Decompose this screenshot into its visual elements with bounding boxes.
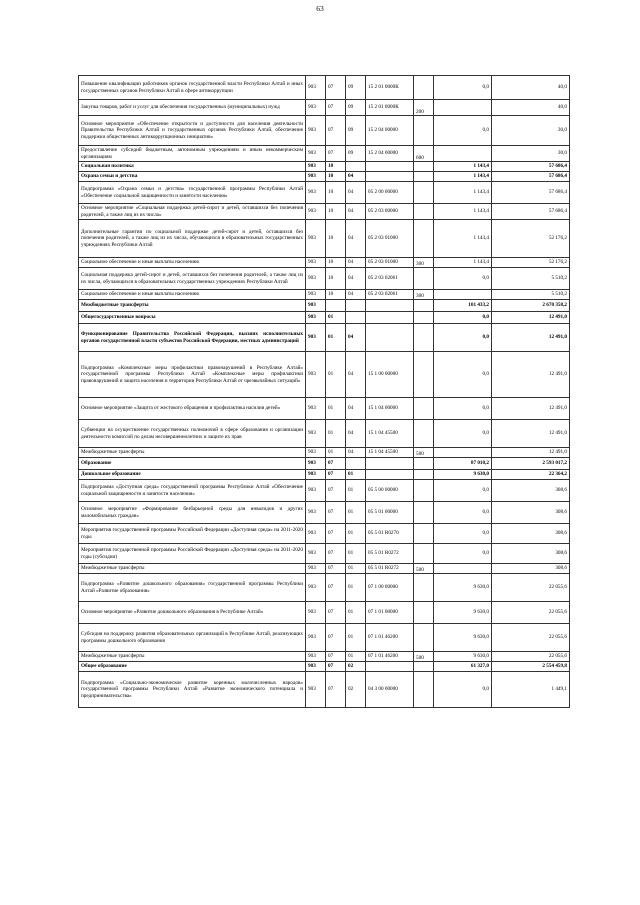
row-amount-2: 12 491,0 xyxy=(492,398,570,420)
row-subsection-code: 02 xyxy=(346,662,366,672)
row-name: Подпрограмма «Охрана семьи и детства» государственной программы Республики Алтай «Обеспечение социальной защищенности и занятости населения» xyxy=(79,182,306,204)
row-expense-type xyxy=(414,182,434,204)
table-row xyxy=(79,524,570,544)
row-expense-type xyxy=(414,162,434,172)
row-name: Охрана семьи и детства xyxy=(79,172,306,182)
row-admin-code: 903 xyxy=(306,458,326,470)
row-target-article: 05 2 03 02061 xyxy=(366,290,414,300)
budget-table-body xyxy=(79,76,570,708)
row-section-code: 07 xyxy=(326,564,346,574)
row-subsection-code: 04 xyxy=(346,352,366,398)
row-subsection-code: 04 xyxy=(346,220,366,258)
table-row xyxy=(79,116,570,146)
row-target-article xyxy=(366,662,414,672)
table-row xyxy=(79,502,570,524)
table-row xyxy=(79,448,570,458)
row-section-code: 07 xyxy=(326,602,346,624)
row-admin-code: 903 xyxy=(306,502,326,524)
row-expense-type xyxy=(414,398,434,420)
table-row xyxy=(79,470,570,480)
row-target-article: 05 5 01 R0272 xyxy=(366,544,414,564)
row-subsection-code: 01 xyxy=(346,502,366,524)
row-section-code: 10 xyxy=(326,204,346,220)
row-amount-1: 1 143,4 xyxy=(434,162,492,172)
table-row xyxy=(79,672,570,708)
row-amount-2: 52 176,2 xyxy=(492,258,570,268)
table-row xyxy=(79,162,570,172)
row-amount-1: 0,0 xyxy=(434,502,492,524)
table-row xyxy=(79,76,570,100)
row-section-code: 01 xyxy=(326,398,346,420)
row-section-code: 07 xyxy=(326,76,346,100)
row-name: Межбюджетные трансферты xyxy=(79,300,306,312)
row-subsection-code: 04 xyxy=(346,324,366,352)
row-subsection-code: 01 xyxy=(346,544,366,564)
row-subsection-code: 09 xyxy=(346,146,366,162)
row-subsection-code: 04 xyxy=(346,172,366,182)
row-amount-2: 22 055,6 xyxy=(492,602,570,624)
row-amount-1 xyxy=(434,564,492,574)
row-section-code xyxy=(326,300,346,312)
row-amount-2: 308,6 xyxy=(492,502,570,524)
row-amount-1: 0,0 xyxy=(434,524,492,544)
table-row xyxy=(79,204,570,220)
row-amount-2: 57 686,4 xyxy=(492,162,570,172)
row-admin-code: 903 xyxy=(306,290,326,300)
row-target-article xyxy=(366,458,414,470)
row-subsection-code xyxy=(346,162,366,172)
row-admin-code: 903 xyxy=(306,220,326,258)
row-name: Основное мероприятие «Формирование безбарьерной среды для инвалидов и других маломобильных граждан» xyxy=(79,502,306,524)
row-subsection-code xyxy=(346,312,366,324)
row-amount-1: 1 143,4 xyxy=(434,172,492,182)
row-section-code: 07 xyxy=(326,624,346,652)
row-admin-code: 903 xyxy=(306,182,326,204)
row-section-code: 10 xyxy=(326,290,346,300)
row-amount-1: 1 143,4 xyxy=(434,258,492,268)
row-amount-2: 5 510,2 xyxy=(492,290,570,300)
row-amount-1: 9 630,0 xyxy=(434,602,492,624)
row-section-code: 07 xyxy=(326,672,346,708)
row-subsection-code: 09 xyxy=(346,116,366,146)
row-target-article xyxy=(366,324,414,352)
row-expense-type xyxy=(414,470,434,480)
row-section-code: 07 xyxy=(326,652,346,662)
row-subsection-code: 09 xyxy=(346,76,366,100)
row-amount-2: 57 686,4 xyxy=(492,172,570,182)
row-target-article: 15 2 01 0000К xyxy=(366,76,414,100)
row-admin-code: 903 xyxy=(306,624,326,652)
row-target-article: 05 2 03 00000 xyxy=(366,204,414,220)
row-target-article: 15 1 04 00000 xyxy=(366,398,414,420)
row-amount-2: 2 554 459,8 xyxy=(492,662,570,672)
table-row xyxy=(79,624,570,652)
row-section-code: 01 xyxy=(326,448,346,458)
row-expense-type xyxy=(414,116,434,146)
row-amount-2: 5 510,2 xyxy=(492,268,570,290)
row-section-code: 10 xyxy=(326,268,346,290)
row-subsection-code: 09 xyxy=(346,100,366,116)
row-target-article: 15 2 04 00000 xyxy=(366,116,414,146)
row-expense-type xyxy=(414,502,434,524)
row-target-article: 05 2 03 02061 xyxy=(366,268,414,290)
row-amount-1: 9 630,0 xyxy=(434,624,492,652)
row-name: Общее образование xyxy=(79,662,306,672)
row-expense-type: 500 xyxy=(414,448,434,458)
row-name: Межбюджетные трансферты xyxy=(79,448,306,458)
row-subsection-code: 01 xyxy=(346,602,366,624)
row-subsection-code: 04 xyxy=(346,268,366,290)
row-section-code: 10 xyxy=(326,220,346,258)
row-subsection-code: 01 xyxy=(346,564,366,574)
row-target-article xyxy=(366,470,414,480)
table-row xyxy=(79,662,570,672)
row-section-code: 10 xyxy=(326,258,346,268)
row-expense-type xyxy=(414,220,434,258)
row-amount-2: 2 670 358,2 xyxy=(492,300,570,312)
table-row xyxy=(79,544,570,564)
row-subsection-code: 04 xyxy=(346,258,366,268)
row-subsection-code xyxy=(346,300,366,312)
row-admin-code: 903 xyxy=(306,204,326,220)
row-amount-1: 0,0 xyxy=(434,398,492,420)
row-section-code: 10 xyxy=(326,182,346,204)
table-row xyxy=(79,458,570,470)
row-admin-code: 903 xyxy=(306,300,326,312)
row-amount-2: 30,0 xyxy=(492,146,570,162)
budget-table xyxy=(78,75,570,708)
row-amount-1: 87 010,2 xyxy=(434,458,492,470)
row-expense-type xyxy=(414,204,434,220)
row-amount-2: 12 491,0 xyxy=(492,420,570,448)
row-subsection-code: 01 xyxy=(346,524,366,544)
row-name: Социальное обеспечение и иные выплаты населению xyxy=(79,258,306,268)
row-amount-2: 30,0 xyxy=(492,116,570,146)
row-amount-1 xyxy=(434,448,492,458)
row-amount-1: 0,0 xyxy=(434,76,492,100)
row-section-code: 07 xyxy=(326,524,346,544)
row-section-code: 10 xyxy=(326,162,346,172)
row-amount-1: 0,0 xyxy=(434,352,492,398)
table-row xyxy=(79,602,570,624)
row-amount-1: 1 143,4 xyxy=(434,182,492,204)
row-target-article: 05 2 03 01000 xyxy=(366,258,414,268)
table-row xyxy=(79,258,570,268)
row-subsection-code: 02 xyxy=(346,672,366,708)
row-amount-2: 308,6 xyxy=(492,480,570,502)
row-subsection-code: 01 xyxy=(346,574,366,602)
row-section-code: 01 xyxy=(326,352,346,398)
row-amount-1: 61 327,0 xyxy=(434,662,492,672)
row-name: Субсидия на поддержку развития образовательных организаций в Республике Алтай, реализующих программы дошкольного образования xyxy=(79,624,306,652)
row-expense-type xyxy=(414,524,434,544)
row-target-article: 07 1 01 00000 xyxy=(366,602,414,624)
row-amount-2: 1 449,1 xyxy=(492,672,570,708)
row-section-code: 07 xyxy=(326,502,346,524)
row-expense-type xyxy=(414,662,434,672)
row-name: Дополнительные гарантии по социальной поддержке детей-сирот и детей, оставшихся без попечения родителей, а также лиц из их числа, обучающихся в образовательных государственных учреждениях Республики Алтай xyxy=(79,220,306,258)
row-amount-2: 12 491,0 xyxy=(492,448,570,458)
row-amount-1: 0,0 xyxy=(434,268,492,290)
table-row xyxy=(79,290,570,300)
row-section-code: 07 xyxy=(326,480,346,502)
row-section-code: 07 xyxy=(326,458,346,470)
row-name: Дошкольное образование xyxy=(79,470,306,480)
row-admin-code: 903 xyxy=(306,352,326,398)
table-row xyxy=(79,220,570,258)
row-admin-code: 903 xyxy=(306,544,326,564)
row-name: Основное мероприятие «Социальная поддержка детей-сирот и детей, оставшихся без попечения родителей, а также лиц из их числа» xyxy=(79,204,306,220)
row-expense-type: 200 xyxy=(414,100,434,116)
row-admin-code: 903 xyxy=(306,448,326,458)
row-admin-code: 903 xyxy=(306,652,326,662)
row-target-article: 05 5 01 00000 xyxy=(366,502,414,524)
row-amount-2: 52 176,2 xyxy=(492,220,570,258)
table-row xyxy=(79,398,570,420)
row-admin-code: 903 xyxy=(306,574,326,602)
row-amount-1: 101 433,2 xyxy=(434,300,492,312)
row-admin-code: 903 xyxy=(306,116,326,146)
row-amount-1: 9 630,0 xyxy=(434,652,492,662)
row-expense-type xyxy=(414,544,434,564)
row-expense-type xyxy=(414,172,434,182)
row-expense-type: 300 xyxy=(414,290,434,300)
row-expense-type xyxy=(414,672,434,708)
row-amount-2: 12 491,0 xyxy=(492,352,570,398)
row-amount-1 xyxy=(434,290,492,300)
row-expense-type xyxy=(414,602,434,624)
row-amount-1 xyxy=(434,146,492,162)
table-row xyxy=(79,300,570,312)
row-expense-type: 500 xyxy=(414,652,434,662)
row-expense-type xyxy=(414,324,434,352)
row-target-article: 15 2 01 0000К xyxy=(366,100,414,116)
row-target-article xyxy=(366,312,414,324)
row-amount-2: 22 055,6 xyxy=(492,652,570,662)
row-section-code: 07 xyxy=(326,470,346,480)
row-section-code: 01 xyxy=(326,324,346,352)
row-expense-type xyxy=(414,420,434,448)
row-amount-1: 9 630,0 xyxy=(434,470,492,480)
row-admin-code: 903 xyxy=(306,398,326,420)
row-admin-code: 903 xyxy=(306,524,326,544)
row-amount-2: 22 364,2 xyxy=(492,470,570,480)
table-row xyxy=(79,312,570,324)
row-subsection-code: 04 xyxy=(346,290,366,300)
row-section-code: 07 xyxy=(326,574,346,602)
row-amount-1: 0,0 xyxy=(434,420,492,448)
row-amount-1: 0,0 xyxy=(434,672,492,708)
row-amount-1: 0,0 xyxy=(434,544,492,564)
row-name: Общегосударственные вопросы xyxy=(79,312,306,324)
row-amount-2: 12 491,0 xyxy=(492,312,570,324)
table-row xyxy=(79,420,570,448)
row-expense-type xyxy=(414,76,434,100)
row-admin-code: 903 xyxy=(306,312,326,324)
row-expense-type xyxy=(414,268,434,290)
row-name: Образование xyxy=(79,458,306,470)
row-target-article: 15 1 04 45500 xyxy=(366,420,414,448)
row-amount-1 xyxy=(434,100,492,116)
row-name: Подпрограмма «Социально-экономическое развитие коренных малочисленных народов» государственной программы Республики Алтай «Развитие экономического потенциала и предпринимательства» xyxy=(79,672,306,708)
row-expense-type xyxy=(414,624,434,652)
row-admin-code: 903 xyxy=(306,324,326,352)
row-subsection-code: 04 xyxy=(346,420,366,448)
row-expense-type xyxy=(414,480,434,502)
row-amount-1: 0,0 xyxy=(434,116,492,146)
row-target-article: 05 5 00 00000 xyxy=(366,480,414,502)
row-subsection-code: 01 xyxy=(346,652,366,662)
row-expense-type xyxy=(414,300,434,312)
row-section-code: 07 xyxy=(326,100,346,116)
table-row xyxy=(79,324,570,352)
row-admin-code: 903 xyxy=(306,76,326,100)
row-admin-code: 903 xyxy=(306,672,326,708)
row-name: Основное мероприятие «Обеспечение открытости и доступности для населения деятельности Правительства Республики Алтай и государственных органов Республики Алтай, обеспечение поддержки общественных антикоррупционных инициатив» xyxy=(79,116,306,146)
row-target-article: 15 1 00 00000 xyxy=(366,352,414,398)
page-number: 63 xyxy=(316,4,324,13)
row-amount-1: 0,0 xyxy=(434,324,492,352)
table-row xyxy=(79,352,570,398)
row-name: Основное мероприятие «Развитие дошкольного образования в Республике Алтай» xyxy=(79,602,306,624)
row-admin-code: 903 xyxy=(306,268,326,290)
row-admin-code: 903 xyxy=(306,146,326,162)
row-subsection-code xyxy=(346,458,366,470)
row-target-article: 15 2 04 00000 xyxy=(366,146,414,162)
row-amount-2: 2 593 017,2 xyxy=(492,458,570,470)
row-section-code: 07 xyxy=(326,146,346,162)
row-name: Межбюджетные трансферты xyxy=(79,652,306,662)
row-amount-2: 40,0 xyxy=(492,76,570,100)
row-admin-code: 903 xyxy=(306,172,326,182)
row-section-code: 10 xyxy=(326,172,346,182)
row-name: Подпрограмма «Развитие дошкольного образования» государственной программы Республики Алтай «Развитие образования» xyxy=(79,574,306,602)
row-amount-2: 57 686,4 xyxy=(492,182,570,204)
row-section-code: 01 xyxy=(326,312,346,324)
row-subsection-code: 01 xyxy=(346,624,366,652)
row-expense-type: 500 xyxy=(414,564,434,574)
row-target-article: 05 2 03 01000 xyxy=(366,220,414,258)
table-row xyxy=(79,182,570,204)
row-admin-code: 903 xyxy=(306,420,326,448)
row-expense-type: 300 xyxy=(414,258,434,268)
row-admin-code: 903 xyxy=(306,470,326,480)
row-name: Предоставление субсидий бюджетным, автономным учреждениям и иным некоммерческим организациям xyxy=(79,146,306,162)
row-admin-code: 903 xyxy=(306,480,326,502)
row-admin-code: 903 xyxy=(306,564,326,574)
row-admin-code: 903 xyxy=(306,162,326,172)
row-target-article: 05 5 01 R0270 xyxy=(366,524,414,544)
row-target-article xyxy=(366,162,414,172)
row-amount-2: 12 491,0 xyxy=(492,324,570,352)
table-row xyxy=(79,146,570,162)
row-target-article xyxy=(366,300,414,312)
row-target-article: 05 2 00 00000 xyxy=(366,182,414,204)
row-subsection-code: 01 xyxy=(346,470,366,480)
table-row xyxy=(79,100,570,116)
row-subsection-code: 04 xyxy=(346,448,366,458)
row-name: Основное мероприятие «Защита от жестокого обращения и профилактика насилия детей» xyxy=(79,398,306,420)
table-row xyxy=(79,268,570,290)
row-expense-type xyxy=(414,312,434,324)
row-subsection-code: 01 xyxy=(346,480,366,502)
row-name: Социальное обеспечение и иные выплаты населению xyxy=(79,290,306,300)
table-row xyxy=(79,564,570,574)
row-admin-code: 903 xyxy=(306,662,326,672)
row-subsection-code: 04 xyxy=(346,398,366,420)
row-expense-type xyxy=(414,574,434,602)
table-row xyxy=(79,172,570,182)
row-amount-1: 1 143,4 xyxy=(434,204,492,220)
row-amount-2: 40,0 xyxy=(492,100,570,116)
row-target-article: 04 3 00 00000 xyxy=(366,672,414,708)
row-subsection-code: 04 xyxy=(346,182,366,204)
row-target-article: 07 1 01 46200 xyxy=(366,624,414,652)
row-amount-2: 22 055,6 xyxy=(492,574,570,602)
row-name: Функционирование Правительства Российской Федерации, высших исполнительных органов государственной власти субъектов Российской Федерации, местных администраций xyxy=(79,324,306,352)
row-amount-1: 9 630,0 xyxy=(434,574,492,602)
row-amount-1: 0,0 xyxy=(434,312,492,324)
row-target-article: 07 1 00 00000 xyxy=(366,574,414,602)
row-amount-2: 57 686,4 xyxy=(492,204,570,220)
row-name: Межбюджетные трансферты xyxy=(79,564,306,574)
row-section-code: 07 xyxy=(326,662,346,672)
row-amount-1: 0,0 xyxy=(434,480,492,502)
row-amount-2: 308,6 xyxy=(492,524,570,544)
row-name: Закупка товаров, работ и услуг для обеспечения государственных (муниципальных) нужд xyxy=(79,100,306,116)
row-amount-2: 308,6 xyxy=(492,544,570,564)
row-target-article: 05 5 01 R0272 xyxy=(366,564,414,574)
row-subsection-code: 04 xyxy=(346,204,366,220)
row-name: Подпрограмма «Доступная среда» государственной программы Республики Алтай «Обеспечение социальной защищенности и занятости населения» xyxy=(79,480,306,502)
row-section-code: 07 xyxy=(326,544,346,564)
row-target-article: 07 1 01 46200 xyxy=(366,652,414,662)
row-expense-type xyxy=(414,458,434,470)
row-amount-2: 22 055,6 xyxy=(492,624,570,652)
table-row xyxy=(79,480,570,502)
row-amount-1: 1 143,4 xyxy=(434,220,492,258)
row-name: Подпрограмма «Комплексные меры профилактики правонарушений в Республике Алтай» государственной программы Республики Алтай «Комплексные меры профилактики правонарушений и защита населения и территории Республики Алтай от чрезвычайных ситуаций» xyxy=(79,352,306,398)
row-target-article xyxy=(366,172,414,182)
row-admin-code: 903 xyxy=(306,100,326,116)
row-expense-type: 600 xyxy=(414,146,434,162)
row-admin-code: 903 xyxy=(306,602,326,624)
row-name: Мероприятия государственной программы Российской Федерации «Доступная среда» на 2011-2020 годы xyxy=(79,524,306,544)
table-row xyxy=(79,574,570,602)
row-expense-type xyxy=(414,352,434,398)
row-name: Мероприятия государственной программы Российской Федерации «Доступная среда» на 2011-2020 годы (субсидии) xyxy=(79,544,306,564)
row-section-code: 07 xyxy=(326,116,346,146)
row-admin-code: 903 xyxy=(306,258,326,268)
row-name: Субвенции на осуществление государственных полномочий в сфере образования и организации деятельности комиссий по делам несовершеннолетних и защите их прав xyxy=(79,420,306,448)
row-target-article: 15 1 04 45500 xyxy=(366,448,414,458)
table-row xyxy=(79,652,570,662)
row-section-code: 01 xyxy=(326,420,346,448)
row-name: Социальная политика xyxy=(79,162,306,172)
row-name: Повышение квалификации работников органов государственной власти Республики Алтай и иных государственных органов Республики Алтай в сфере антикоррупции xyxy=(79,76,306,100)
row-amount-2: 308,6 xyxy=(492,564,570,574)
row-name: Социальная поддержка детей-сирот и детей, оставшихся без попечения родителей, а также лиц из их числа, обучающихся в образовательных государственных учреждениях Республики Алтай xyxy=(79,268,306,290)
